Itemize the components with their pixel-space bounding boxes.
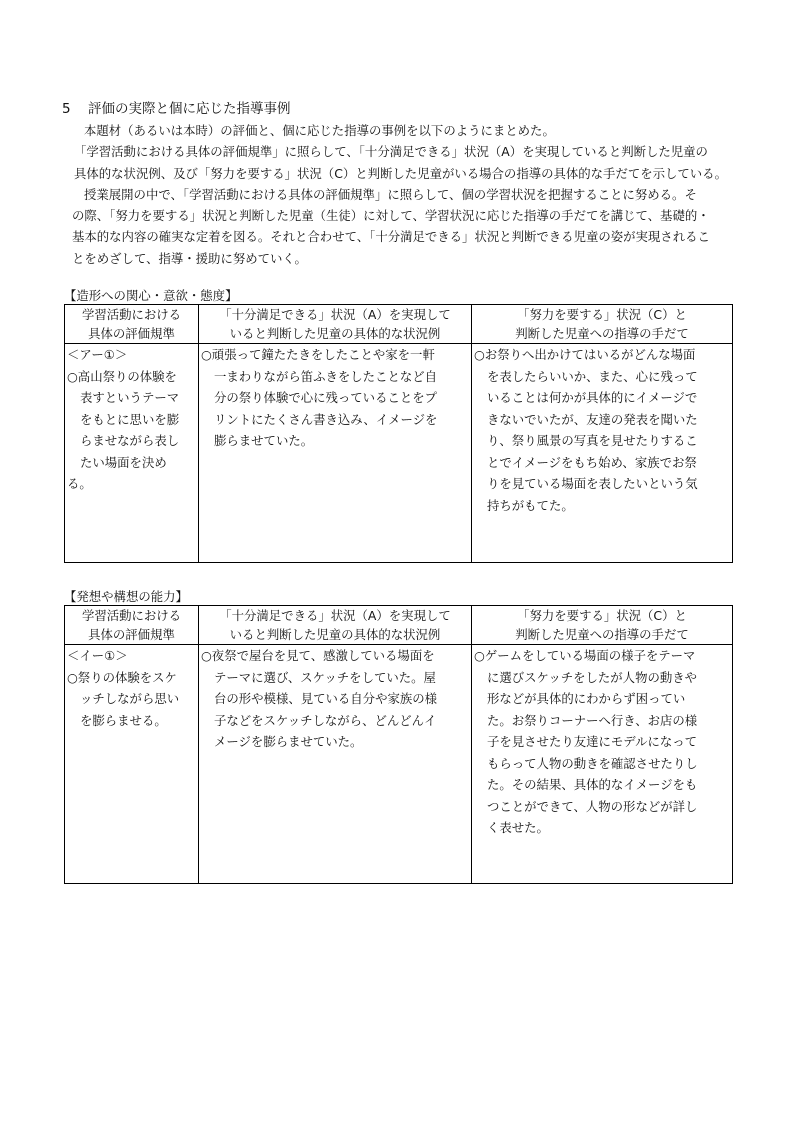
table-label: 【造形への関心・意欲・態度】	[64, 288, 238, 303]
status-c-cell: ○ゲームをしている場面の様子をテーマ に選びスケッチをしたが人物の動きや 形などが具体的にわからず困ってい た。お祭りコーナーへ行き、お店の様 子を見させたり友達にモデルになって もらって人物の動きを確認させたりし た。その結果、具体的なイメージをも つことができて、人物の形などが詳し く表せた。	[472, 645, 733, 884]
header-status-a: 「十分満足できる」状況（A）を実現して いると判断した児童の具体的な状況例	[199, 606, 472, 645]
status-c-cell: ○お祭りへ出かけてはいるがどんな場面 を表したらいいか、また、心に残って いることは何かが具体的にイメージで きないでいたが、友達の発表を聞いた り、祭り風景の写真を見せたりするこ とでイメージをもち始め、家族でお祭 りを見ている場面を表したいという気 持ちがもてた。	[472, 344, 733, 563]
evaluation-table	[64, 304, 733, 563]
criterion-id: ＜アー①＞	[67, 347, 128, 362]
intro-line: 基本的な内容の確実な定着を図る。それと合わせて、「十分満足できる」状況と判断できる児童の姿が実現されるこ	[72, 229, 710, 245]
header-criterion: 学習活動における 具体の評価規準	[65, 305, 199, 344]
status-a-cell: ○夜祭で屋台を見て、感激している場面を テーマに選び、スケッチをしていた。屋 台の形や模様、見ている自分や家族の様 子などをスケッチしながら、どんどんイ メージを膨らませていた。	[199, 645, 472, 884]
section-number: 5	[62, 101, 71, 117]
header-status-c: 「努力を要する」状況（C）と 判断した児童への指導の手だて	[472, 606, 733, 645]
section-title: 評価の実際と個に応じた指導事例	[88, 101, 291, 117]
intro-line: とをめざして、指導・援助に努めていく。	[72, 250, 307, 266]
evaluation-table	[64, 605, 733, 884]
intro-line: 本題材（あるいは本時）の評価と、個に応じた指導の事例を以下のようにまとめた。	[84, 123, 555, 138]
header-status-c: 「努力を要する」状況（C）と 判断した児童への指導の手だて	[472, 305, 733, 344]
intro-paragraph	[62, 120, 742, 269]
criterion-cell: ＜アー①＞ ○高山祭りの体験を 表すというテーマ をもとに思いを膨 らませながら表し たい場面を決め る。	[65, 344, 199, 563]
status-a-cell: ○頑張って鐘たたきをしたことや家を一軒 一まわりながら笛ふきをしたことなど自 分の祭り体験で心に残っていることをプ リントにたくさん書き込み、イメージを 膨らませていた。	[199, 344, 472, 563]
header-status-a: 「十分満足できる」状況（A）を実現して いると判断した児童の具体的な状況例	[199, 305, 472, 344]
intro-line: 「学習活動における具体の評価規準」に照らして、「十分満足できる」状況（A）を実現していると判断した児童の	[74, 144, 708, 160]
table-label: 【発想や構想の能力】	[64, 589, 188, 604]
header-criterion: 学習活動における 具体の評価規準	[65, 606, 199, 645]
section-heading	[62, 99, 291, 119]
criterion-id: ＜イー①＞	[67, 648, 128, 663]
intro-line: 授業展開の中で、「学習活動における具体の評価規準」に照らして、個の学習状況を把握することに努める。そ	[84, 186, 697, 202]
intro-line: の際、「努力を要する」状況と判断した児童（生徒）に対して、学習状況に応じた指導の手だてを講じて、基礎的・	[72, 208, 710, 224]
criterion-cell: ＜イー①＞ ○祭りの体験をスケ ッチしながら思い を膨らませる。	[65, 645, 199, 884]
intro-line: 具体的な状況例、及び「努力を要する」状況（C）と判断した児童がいる場合の指導の具体的な手だてを示している。	[74, 165, 727, 181]
